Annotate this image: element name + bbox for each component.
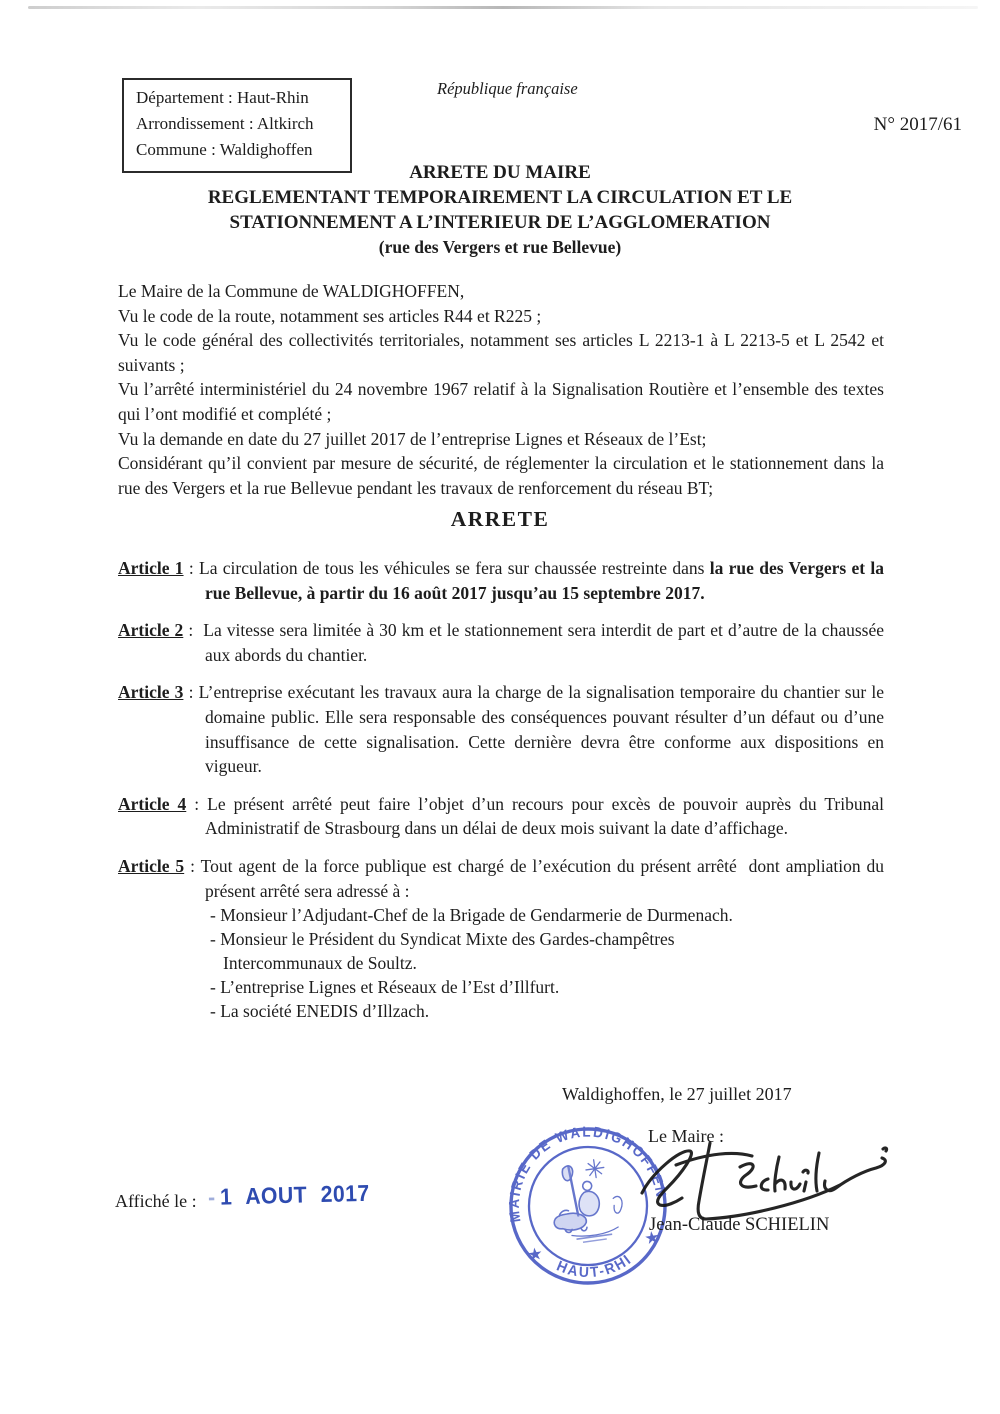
commune-line: Commune : Waldighoffen [136, 140, 313, 159]
stamp-date-text: 1 AOUT 2017 [219, 1179, 370, 1210]
article-label: Article 4 [118, 793, 187, 814]
title-line-1: ARRETE DU MAIRE [409, 162, 591, 183]
posted-date-stamp [208, 1180, 370, 1211]
arrondissement-line: Arrondissement : Altkirch [136, 114, 314, 133]
preamble-paragraph: Considérant qu’il convient par mesure de sécurité, de réglementer la circulation et le stationnement dans la rue des Vergers et la rue Bellevue pendant les travaux de renforcement du réseau BT; [118, 453, 884, 498]
title-line-4: (rue des Vergers et rue Bellevue) [378, 237, 622, 257]
article-2 [118, 618, 889, 667]
article-colon: : [183, 620, 199, 641]
le-maire-label: Le Maire : [648, 1126, 724, 1146]
scan-artifact-line [28, 6, 978, 9]
article5-recipient-list [118, 904, 884, 1024]
preamble-paragraph: Le Maire de la Commune de WALDIGHOFFEN, [118, 281, 465, 301]
article-3 [118, 680, 889, 778]
star-icon: ★ [643, 1227, 661, 1249]
closing-place-date: Waldighoffen, le 27 juillet 2017 [562, 1084, 792, 1104]
preamble [118, 279, 884, 500]
articles-section [118, 556, 889, 1024]
article-4 [118, 792, 888, 841]
article-colon: : [184, 855, 201, 876]
stamp-top-text: MAIRIE DE WALDIGHOFFEN [506, 1124, 669, 1224]
article-bold-text: la rue des Vergers et la rue Bellevue, à partir du 16 août 2017 jusqu’au 15 septembre 2017. [205, 558, 889, 603]
list-item: - Monsieur l’Adjudant-Chef de la Brigade de Gendarmerie de Durmenach. [210, 905, 733, 926]
preamble-paragraph: Vu le code de la route, notamment ses articles R44 et R225 ; [118, 305, 542, 326]
preamble-paragraph: Vu la demande en date du 27 juillet 2017 de l’entreprise Lignes et Réseaux de l’Est; [118, 428, 707, 449]
preamble-paragraph: Vu le code général des collectivités territoriales, notamment ses articles L 2213-1 à L 2213-5 et L 2542 et suivants ; [118, 330, 884, 375]
mayor-signature [636, 1139, 894, 1227]
arrete-heading: ARRETE [450, 507, 550, 531]
article-text: La circulation de tous les véhicules se fera sur chaussée restreinte dans [199, 558, 710, 578]
article-5 [118, 854, 889, 903]
star-icon: ★ [526, 1243, 545, 1265]
document-title [0, 160, 1000, 260]
article-label: Article 3 [118, 682, 184, 703]
article-label: Article 2 [118, 620, 184, 641]
title-line-3: STATIONNEMENT A L’INTERIEUR DE L’AGGLOMERATION [229, 212, 771, 233]
stamp-bottom-text: HAUT-RHIN [554, 1193, 636, 1282]
stamp-dash: - [207, 1183, 216, 1210]
preamble-paragraph: Vu l’arrêté interministériel du 24 novembre 1967 relatif à la Signalisation Routière et l’ensemble des textes qui l’ont modifié et complété ; [118, 379, 884, 424]
list-item: - La société ENEDIS d’Illzach. [210, 1000, 430, 1021]
article-1 [118, 556, 889, 605]
article-colon: : [183, 558, 200, 578]
article-label: Article 1 [118, 558, 184, 578]
signer-name: Jean-Claude SCHIELIN [649, 1215, 830, 1235]
doc-number: N° 2017/61 [873, 114, 962, 135]
list-item-continuation: Intercommunaux de Soultz. [223, 952, 417, 973]
article-label: Article 5 [118, 855, 185, 876]
article-text: Tout agent de la force publique est chargé de l’exécution du présent arrêté dont ampliation du présent arrêté sera adressé à : [200, 855, 889, 901]
departement-line: Département : Haut-Rhin [136, 88, 309, 107]
article-text: L’entreprise exécutant les travaux aura la charge de la signalisation temporaire du chantier sur le domaine public. Elle sera responsable des conséquences pouvant résulter d’un défaut ou d’une insuffisance de cette signalisation. Cette dernière devra être conforme aux dispositions en vigueur. [198, 682, 889, 777]
article-text: La vitesse sera limitée à 30 km et le stationnement sera interdit de part et d’autre de la chaussée aux abords du chantier. [198, 620, 889, 665]
article-text: Le présent arrêté peut faire l’objet d’un recours pour excès de pouvoir auprès du Tribunal Administratif de Strasbourg dans un délai de deux mois suivant la date d’affichage. [205, 793, 888, 839]
admin-info-box [122, 78, 352, 173]
list-item: - L’entreprise Lignes et Réseaux de l’Est d’Illfurt. [210, 976, 560, 997]
republic-label: République française [437, 79, 578, 98]
list-item: - Monsieur le Président du Syndicat Mixte des Gardes-champêtres [210, 929, 675, 950]
stamp-emblem [546, 1157, 627, 1247]
affiche-label: Affiché le : [115, 1191, 197, 1211]
article-colon: : [186, 793, 208, 814]
title-line-2: REGLEMENTANT TEMPORAIREMENT LA CIRCULATION ET LE [207, 187, 793, 208]
article-colon: : [183, 682, 199, 703]
